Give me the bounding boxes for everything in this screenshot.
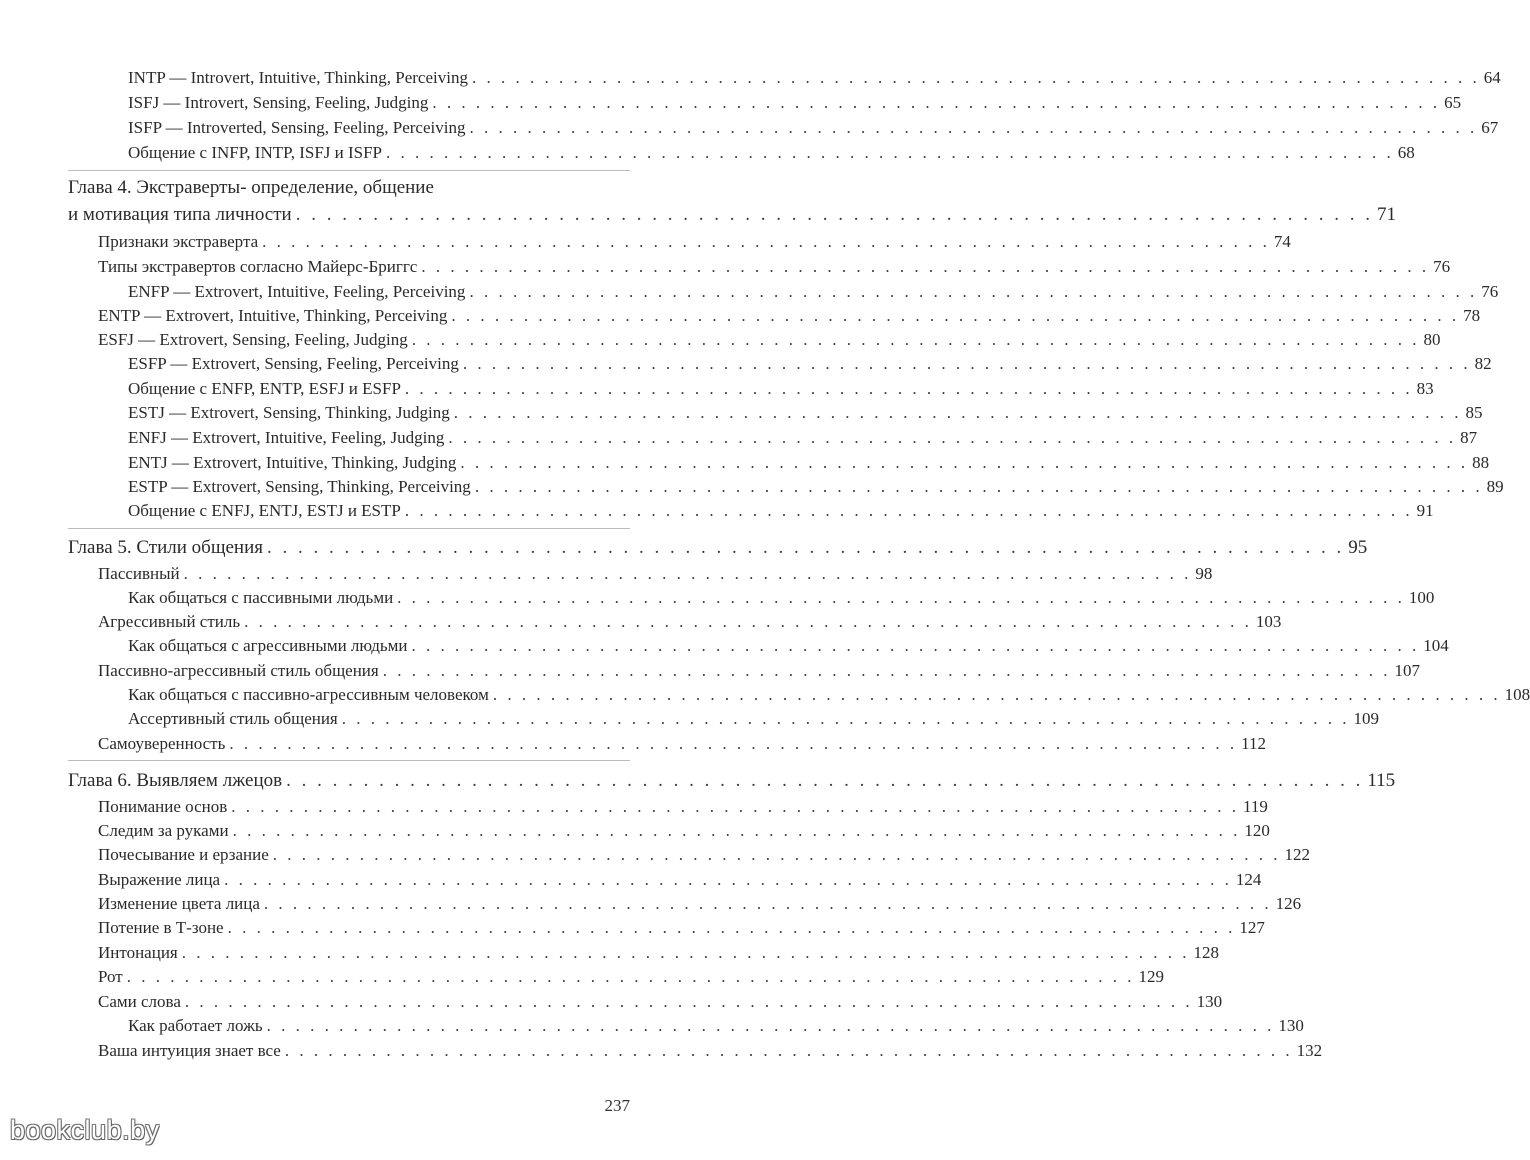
toc-entry [128, 402, 1483, 424]
toc-entry-title: Почесывание и ерзание [98, 845, 269, 864]
toc-entry-title: Общение с ENFJ, ENTJ, ESTJ и ESTP [128, 501, 401, 520]
toc-leader: . . . . . . . . . . . . . . . . . . . . . . . . . . . . . . . . . . . . . . . . . . . . . . . . . . . . . . . . . . . . . . . . . . . . . . [397, 588, 1405, 607]
toc-entry-page: 98 [1195, 564, 1213, 583]
toc-entry-title: Общение с INFP, INTP, ISFJ и ISFP [128, 143, 383, 162]
toc-entry-page: 107 [1394, 661, 1420, 680]
toc-entry-page: 103 [1255, 612, 1282, 631]
toc-entry [128, 500, 1434, 522]
chapter-5-page: 95 [1348, 537, 1368, 558]
chapter-5-entry [68, 537, 1368, 559]
toc-entry-page: 85 [1465, 403, 1483, 422]
toc-entry [98, 1040, 1323, 1062]
toc-entry [128, 476, 1504, 498]
toc-entry-page: 126 [1275, 894, 1302, 913]
toc-leader: . . . . . . . . . . . . . . . . . . . . . . . . . . . . . . . . . . . . . . . . . . . . . . . . . . . . . . . . . . . . . . . . . . . . . . [286, 770, 1364, 791]
toc-leader: . . . . . . . . . . . . . . . . . . . . . . . . . . . . . . . . . . . . . . . . . . . . . . . . . . . . . . . . . . . . . . . . . . . . . . [432, 93, 1441, 112]
toc-entry-title: ESTP — Extrovert, Sensing, Thinking, Perceiving [128, 477, 471, 496]
toc-entry-title: Следим за руками [98, 821, 229, 840]
toc-entry-page: 91 [1416, 501, 1434, 520]
toc-leader: . . . . . . . . . . . . . . . . . . . . . . . . . . . . . . . . . . . . . . . . . . . . . . . . . . . . . . . . . . . . . . . . . . . . . . [469, 118, 1478, 137]
toc-leader: . . . . . . . . . . . . . . . . . . . . . . . . . . . . . . . . . . . . . . . . . . . . . . . . . . . . . . . . . . . . . . . . . . . . . . [460, 453, 1469, 472]
toc-leader: . . . . . . . . . . . . . . . . . . . . . . . . . . . . . . . . . . . . . . . . . . . . . . . . . . . . . . . . . . . . . . . . . . . . . . [126, 967, 1135, 986]
toc-leader: . . . . . . . . . . . . . . . . . . . . . . . . . . . . . . . . . . . . . . . . . . . . . . . . . . . . . . . . . . . . . . . . . . . . . . [183, 564, 1192, 583]
toc-entry-page: 132 [1296, 1041, 1323, 1060]
toc-entry [128, 353, 1492, 375]
toc-leader: . . . . . . . . . . . . . . . . . . . . . . . . . . . . . . . . . . . . . . . . . . . . . . . . . . . . . . . . . . . . . . . . . . . . . . [224, 870, 1232, 889]
toc-entry-title: Ассертивный стиль общения [128, 709, 338, 728]
toc-entry-page: 76 [1433, 257, 1451, 276]
toc-entry-title: ISFJ — Introvert, Sensing, Feeling, Judging [128, 93, 429, 112]
toc-entry [128, 142, 1415, 164]
toc-entry-page: 130 [1278, 1016, 1304, 1035]
toc-entry [98, 611, 1282, 633]
toc-entry [98, 329, 1441, 351]
toc-leader: . . . . . . . . . . . . . . . . . . . . . . . . . . . . . . . . . . . . . . . . . . . . . . . . . . . . . . . . . . . . . . . . . . . . . . [474, 477, 1483, 496]
toc-entry-page: 104 [1423, 636, 1449, 655]
toc-entry-page: 64 [1483, 68, 1501, 87]
toc-entry-title: Ваша интуиция знает все [98, 1041, 281, 1060]
toc-leader: . . . . . . . . . . . . . . . . . . . . . . . . . . . . . . . . . . . . . . . . . . . . . . . . . . . . . . . . . . . . . . . . . . . . . . [382, 661, 1391, 680]
toc-entry-title: Как общаться с пассивными людьми [128, 588, 394, 607]
toc-entry-page: 78 [1463, 306, 1481, 325]
toc-leader: . . . . . . . . . . . . . . . . . . . . . . . . . . . . . . . . . . . . . . . . . . . . . . . . . . . . . . . . . . . . . . . . . . . . . . [184, 992, 1193, 1011]
toc-entry [98, 869, 1262, 891]
toc-entry-title: ESFP — Extrovert, Sensing, Feeling, Perceiving [128, 354, 459, 373]
toc-entry [98, 563, 1213, 585]
chapter-6-title: Глава 6. Выявляем лжецов [68, 770, 283, 791]
toc-leader: . . . . . . . . . . . . . . . . . . . . . . . . . . . . . . . . . . . . . . . . . . . . . . . . . . . . . . . . . . . . . . . . . . . . . . [272, 845, 1281, 864]
toc-entry-page: 74 [1273, 232, 1291, 251]
toc-entry-page: 108 [1504, 685, 1530, 704]
toc-leader: . . . . . . . . . . . . . . . . . . . . . . . . . . . . . . . . . . . . . . . . . . . . . . . . . . . . . . . . . . . . . . . . . . . . . . [453, 403, 1462, 422]
toc-entry [128, 281, 1499, 303]
toc-entry-page: 65 [1444, 93, 1462, 112]
toc-leader: . . . . . . . . . . . . . . . . . . . . . . . . . . . . . . . . . . . . . . . . . . . . . . . . . . . . . . . . . . . . . . . . . . . . . . [266, 1016, 1275, 1035]
toc-entry [98, 256, 1451, 278]
toc-leader: . . . . . . . . . . . . . . . . . . . . . . . . . . . . . . . . . . . . . . . . . . . . . . . . . . . . . . . . . . . . . . . . . . . . . . [492, 685, 1501, 704]
toc-entry-title: Самоуверенность [98, 734, 226, 753]
toc-leader: . . . . . . . . . . . . . . . . . . . . . . . . . . . . . . . . . . . . . . . . . . . . . . . . . . . . . . . . . . . . . . . . . . . . . . [469, 282, 1478, 301]
toc-entry-title: Как работает ложь [128, 1016, 263, 1035]
toc-entry-page: 119 [1243, 797, 1268, 816]
toc-entry-page: 129 [1138, 967, 1164, 986]
toc-entry-title: Понимание основ [98, 797, 228, 816]
toc-entry-title: Интонация [98, 943, 178, 962]
toc-entry-title: ENTJ — Extrovert, Intuitive, Thinking, Judging [128, 453, 457, 472]
toc-leader: . . . . . . . . . . . . . . . . . . . . . . . . . . . . . . . . . . . . . . . . . . . . . . . . . . . . . . . . . . . . . . . . . . . . . . [266, 537, 1345, 558]
toc-entry [98, 991, 1223, 1013]
toc-leader: . . . . . . . . . . . . . . . . . . . . . . . . . . . . . . . . . . . . . . . . . . . . . . . . . . . . . . . . . . . . . . . . . . . . . . [181, 943, 1190, 962]
toc-entry-title: Общение с ENFP, ENTP, ESFJ и ESFP [128, 379, 401, 398]
toc-entry-title: Признаки экстраверта [98, 232, 259, 251]
toc-entry-title: Агрессивный стиль [98, 612, 241, 631]
toc-leader: . . . . . . . . . . . . . . . . . . . . . . . . . . . . . . . . . . . . . . . . . . . . . . . . . . . . . . . . . . . . . . . . . . . . . . [284, 1041, 1293, 1060]
toc-entry [128, 452, 1490, 474]
toc-leader: . . . . . . . . . . . . . . . . . . . . . . . . . . . . . . . . . . . . . . . . . . . . . . . . . . . . . . . . . . . . . . . . . . . . . . [386, 143, 1394, 162]
toc-entry-title: ESFJ — Extrovert, Sensing, Feeling, Judging [98, 330, 408, 349]
toc-entry [128, 378, 1434, 400]
toc-entry-title: Пассивно-агрессивный стиль общения [98, 661, 379, 680]
toc-entry-title: Выражение лица [98, 870, 221, 889]
toc-leader: . . . . . . . . . . . . . . . . . . . . . . . . . . . . . . . . . . . . . . . . . . . . . . . . . . . . . . . . . . . . . . . . . . . . . . [295, 204, 1373, 225]
toc-entry-title: ISFP — Introverted, Sensing, Feeling, Perceiving [128, 118, 466, 137]
toc-leader: . . . . . . . . . . . . . . . . . . . . . . . . . . . . . . . . . . . . . . . . . . . . . . . . . . . . . . . . . . . . . . . . . . . . . . [411, 636, 1420, 655]
toc-entry-title: INTP — Introvert, Intuitive, Thinking, Perceiving [128, 68, 468, 87]
toc-entry-page: 109 [1353, 709, 1380, 728]
toc-entry-title: ENTP — Extrovert, Intuitive, Thinking, Perceiving [98, 306, 448, 325]
toc-entry [98, 660, 1420, 682]
toc-leader: . . . . . . . . . . . . . . . . . . . . . . . . . . . . . . . . . . . . . . . . . . . . . . . . . . . . . . . . . . . . . . . . . . . . . . [421, 257, 1430, 276]
chapter-6-entry [68, 770, 1396, 792]
section-divider [68, 760, 630, 761]
toc-entry [128, 117, 1499, 139]
toc-entry-page: 120 [1244, 821, 1270, 840]
chapter-4-title: Глава 4. Экстраверты- определение, общение [68, 177, 434, 198]
toc-entry-page: 122 [1284, 845, 1311, 864]
page-number: 237 [604, 1096, 630, 1115]
toc-leader: . . . . . . . . . . . . . . . . . . . . . . . . . . . . . . . . . . . . . . . . . . . . . . . . . . . . . . . . . . . . . . . . . . . . . . [262, 232, 1270, 251]
toc-entry-page: 130 [1196, 992, 1223, 1011]
chapter-5-title: Глава 5. Стили общения [68, 537, 263, 558]
toc-entry [98, 917, 1265, 939]
toc-leader: . . . . . . . . . . . . . . . . . . . . . . . . . . . . . . . . . . . . . . . . . . . . . . . . . . . . . . . . . . . . . . . . . . . . . . [231, 797, 1239, 816]
toc-entry [98, 893, 1302, 915]
toc-leader: . . . . . . . . . . . . . . . . . . . . . . . . . . . . . . . . . . . . . . . . . . . . . . . . . . . . . . . . . . . . . . . . . . . . . . [448, 428, 1457, 447]
toc-leader: . . . . . . . . . . . . . . . . . . . . . . . . . . . . . . . . . . . . . . . . . . . . . . . . . . . . . . . . . . . . . . . . . . . . . . [404, 379, 1413, 398]
toc-entry [128, 67, 1501, 89]
section-divider [68, 528, 630, 529]
toc-entry-page: 83 [1416, 379, 1434, 398]
toc-entry-page: 82 [1474, 354, 1492, 373]
toc-entry-title: Как общаться с агрессивными людьми [128, 636, 408, 655]
toc-entry-title: Изменение цвета лица [98, 894, 260, 913]
section-divider [68, 170, 630, 171]
toc-entry-title: Сами слова [98, 992, 181, 1011]
toc-leader: . . . . . . . . . . . . . . . . . . . . . . . . . . . . . . . . . . . . . . . . . . . . . . . . . . . . . . . . . . . . . . . . . . . . . . [341, 709, 1350, 728]
toc-leader: . . . . . . . . . . . . . . . . . . . . . . . . . . . . . . . . . . . . . . . . . . . . . . . . . . . . . . . . . . . . . . . . . . . . . . [227, 918, 1236, 937]
toc-entry [128, 684, 1530, 706]
toc-entry-page: 76 [1481, 282, 1499, 301]
toc-entry-title: Как общаться с пассивно-агрессивным человеком [128, 685, 489, 704]
toc-entry [98, 796, 1268, 818]
chapter-4-entry [68, 204, 1396, 226]
toc-entry [128, 708, 1380, 730]
toc-entry [128, 92, 1462, 114]
site-watermark: bookclub.by [10, 1115, 160, 1145]
chapter-4-page: 71 [1376, 204, 1396, 225]
toc-leader: . . . . . . . . . . . . . . . . . . . . . . . . . . . . . . . . . . . . . . . . . . . . . . . . . . . . . . . . . . . . . . . . . . . . . . [451, 306, 1460, 325]
toc-entry-page: 112 [1241, 734, 1266, 753]
toc-entry [128, 1015, 1304, 1037]
toc-leader: . . . . . . . . . . . . . . . . . . . . . . . . . . . . . . . . . . . . . . . . . . . . . . . . . . . . . . . . . . . . . . . . . . . . . . [263, 894, 1272, 913]
toc-entry-title: ESTJ — Extrovert, Sensing, Thinking, Judging [128, 403, 450, 422]
toc-leader: . . . . . . . . . . . . . . . . . . . . . . . . . . . . . . . . . . . . . . . . . . . . . . . . . . . . . . . . . . . . . . . . . . . . . . [411, 330, 1420, 349]
toc-entry [128, 635, 1449, 657]
toc-entry-page: 87 [1460, 428, 1478, 447]
toc-entry-page: 100 [1408, 588, 1435, 607]
toc-leader: . . . . . . . . . . . . . . . . . . . . . . . . . . . . . . . . . . . . . . . . . . . . . . . . . . . . . . . . . . . . . . . . . . . . . . [471, 68, 1480, 87]
toc-entry [98, 820, 1270, 842]
toc-entry-title: ENFP — Extrovert, Intuitive, Feeling, Perceiving [128, 282, 466, 301]
toc-entry-title: ENFJ — Extrovert, Intuitive, Feeling, Judging [128, 428, 445, 447]
toc-entry-page: 127 [1239, 918, 1265, 937]
toc-leader: . . . . . . . . . . . . . . . . . . . . . . . . . . . . . . . . . . . . . . . . . . . . . . . . . . . . . . . . . . . . . . . . . . . . . . [244, 612, 1252, 631]
toc-entry [128, 587, 1435, 609]
toc-entry-title: Потение в Т-зоне [98, 918, 224, 937]
chapter-6-page: 115 [1367, 770, 1396, 791]
toc-leader: . . . . . . . . . . . . . . . . . . . . . . . . . . . . . . . . . . . . . . . . . . . . . . . . . . . . . . . . . . . . . . . . . . . . . . [229, 734, 1238, 753]
toc-entry-page: 80 [1423, 330, 1441, 349]
toc-entry-page: 128 [1193, 943, 1219, 962]
toc-entry [98, 844, 1311, 866]
toc-entry [98, 305, 1481, 327]
chapter-4-title-cont: и мотивация типа личности [68, 204, 292, 225]
toc-entry-page: 124 [1235, 870, 1262, 889]
toc-entry-title: Пассивный [98, 564, 180, 583]
toc-entry [98, 733, 1266, 755]
toc-entry-page: 88 [1472, 453, 1490, 472]
toc-entry [98, 942, 1219, 964]
toc-entry-page: 67 [1481, 118, 1499, 137]
toc-entry [98, 231, 1291, 253]
toc-entry-page: 89 [1486, 477, 1504, 496]
toc-entry-title: Типы экстравертов согласно Майерс-Бриггс [98, 257, 418, 276]
toc-leader: . . . . . . . . . . . . . . . . . . . . . . . . . . . . . . . . . . . . . . . . . . . . . . . . . . . . . . . . . . . . . . . . . . . . . . [462, 354, 1471, 373]
toc-entry-page: 68 [1397, 143, 1415, 162]
toc-entry [98, 966, 1164, 988]
toc-leader: . . . . . . . . . . . . . . . . . . . . . . . . . . . . . . . . . . . . . . . . . . . . . . . . . . . . . . . . . . . . . . . . . . . . . . [232, 821, 1241, 840]
toc-leader: . . . . . . . . . . . . . . . . . . . . . . . . . . . . . . . . . . . . . . . . . . . . . . . . . . . . . . . . . . . . . . . . . . . . . . [404, 501, 1413, 520]
toc-entry [128, 427, 1478, 449]
toc-entry-title: Рот [98, 967, 123, 986]
